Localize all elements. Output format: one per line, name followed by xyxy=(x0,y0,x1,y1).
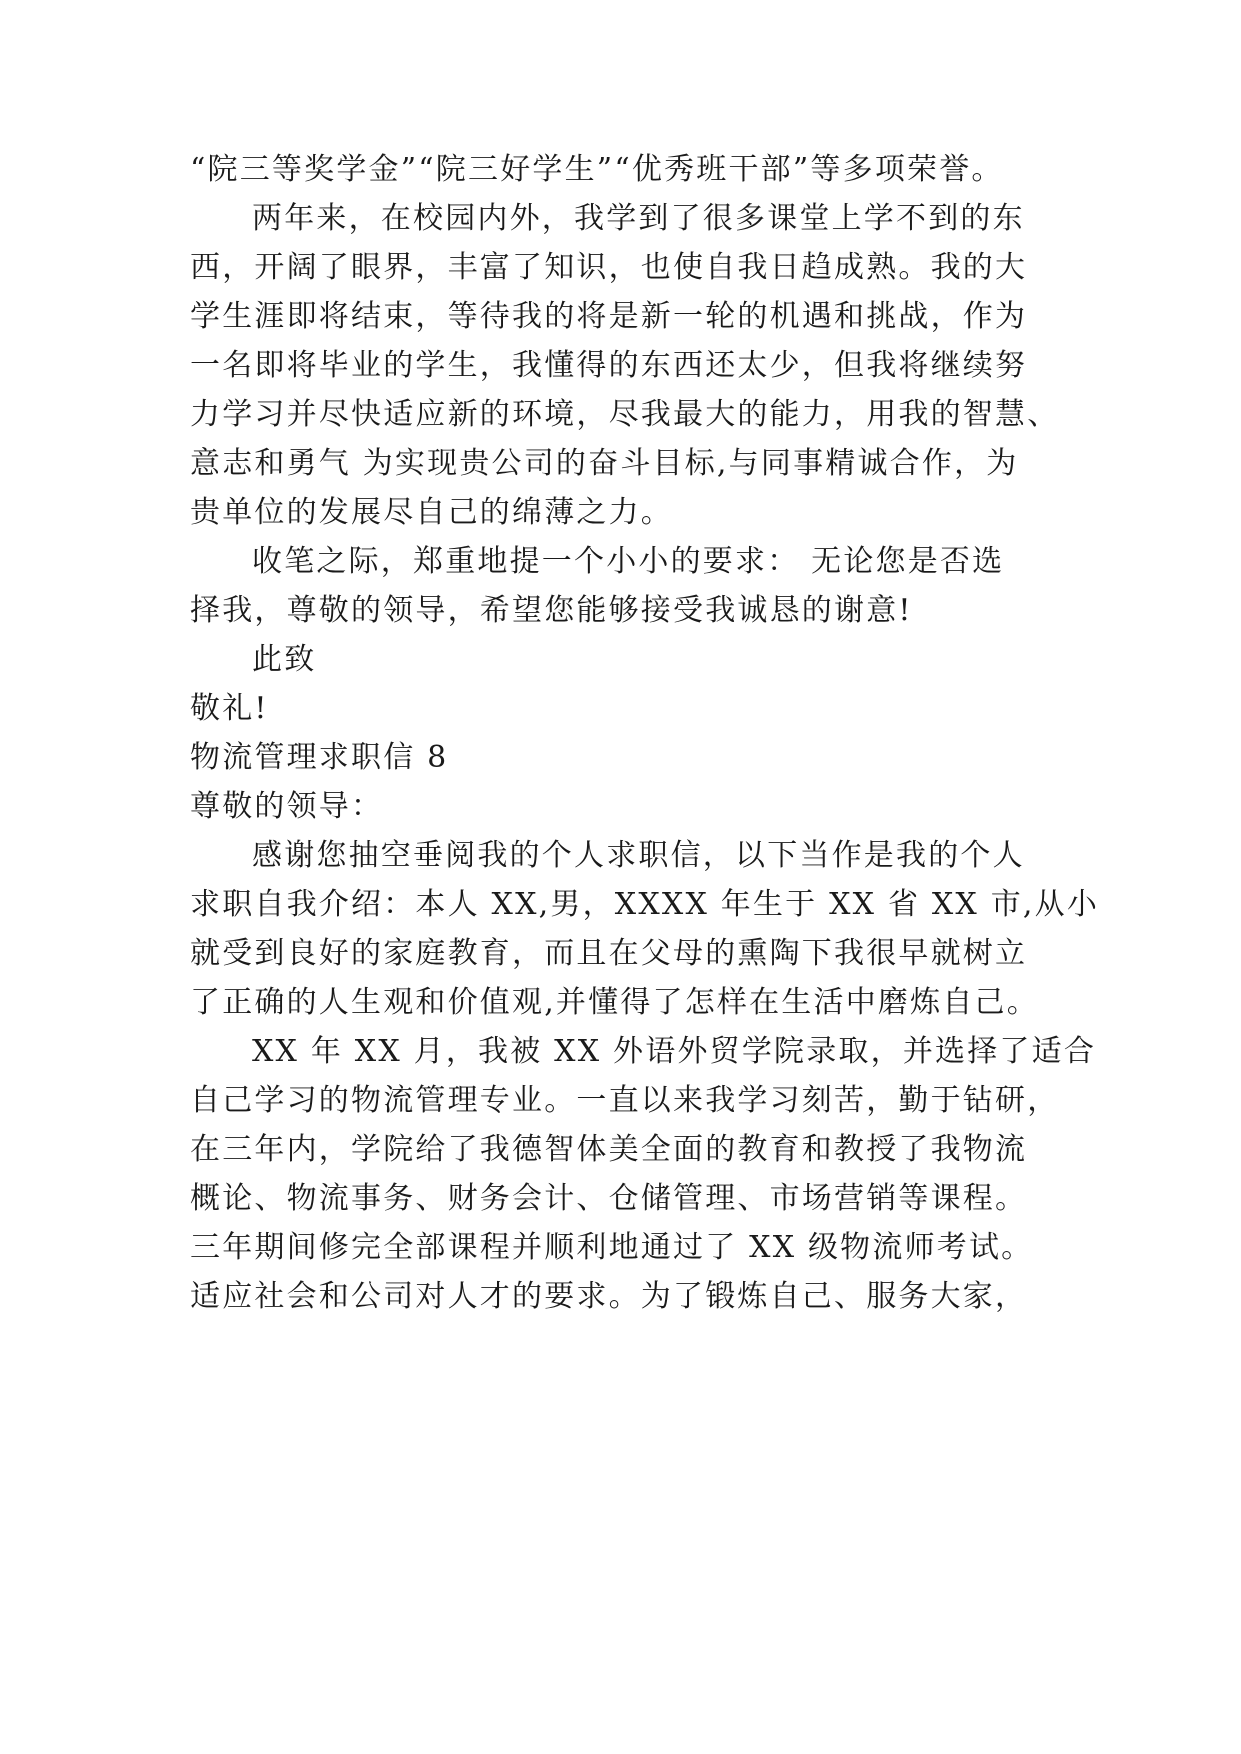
paragraph-line: 意志和勇气 为实现贵公司的奋斗目标,与同事精诚合作，为 xyxy=(190,446,1019,481)
paragraph-line: “院三等奖学金”“院三好学生”“优秀班干部”等多项荣誉。 xyxy=(190,152,1004,187)
paragraph-line: 择我，尊敬的领导，希望您能够接受我诚恳的谢意! xyxy=(190,593,913,628)
paragraph-line: 力学习并尽快适应新的环境，尽我最大的能力，用我的智慧、 xyxy=(190,397,1060,432)
paragraph-line: 自己学习的物流管理专业。一直以来我学习刻苦，勤于钻研， xyxy=(190,1083,1060,1118)
paragraph-line: 在三年内，学院给了我德智体美全面的教育和教授了我物流 xyxy=(190,1132,1028,1167)
closing-salutation: 此致 xyxy=(252,642,317,677)
paragraph-line: 两年来，在校园内外，我学到了很多课堂上学不到的东 xyxy=(252,201,1025,236)
paragraph-line: 三年期间修完全部课程并顺利地通过了 XX 级物流师考试。 xyxy=(190,1230,1034,1265)
paragraph-line: 感谢您抽空垂阅我的个人求职信，以下当作是我的个人 xyxy=(252,838,1025,873)
paragraph-line: XX 年 XX 月，我被 XX 外语外贸学院录取，并选择了适合 xyxy=(252,1034,1097,1069)
greeting: 尊敬的领导： xyxy=(190,789,384,824)
paragraph-line: 学生涯即将结束，等待我的将是新一轮的机遇和挑战，作为 xyxy=(190,299,1028,334)
paragraph-line: 适应社会和公司对人才的要求。为了锻炼自己、服务大家， xyxy=(190,1279,1028,1314)
paragraph-line: 求职自我介绍：本人 XX,男，XXXX 年生于 XX 省 XX 市,从小 xyxy=(190,887,1100,922)
paragraph-line: 了正确的人生观和价值观,并懂得了怎样在生活中磨炼自己。 xyxy=(190,985,1039,1020)
section-title: 物流管理求职信 8 xyxy=(190,740,449,775)
paragraph-line: 贵单位的发展尽自己的绵薄之力。 xyxy=(190,495,673,530)
paragraph-line: 收笔之际，郑重地提一个小小的要求： 无论您是否选 xyxy=(252,544,1005,579)
paragraph-line: 概论、物流事务、财务会计、仓储管理、市场营销等课程。 xyxy=(190,1181,1028,1216)
closing-respect: 敬礼! xyxy=(190,691,269,726)
paragraph-line: 一名即将毕业的学生，我懂得的东西还太少，但我将继续努 xyxy=(190,348,1028,383)
paragraph-line: 西，开阔了眼界，丰富了知识，也使自我日趋成熟。我的大 xyxy=(190,250,1028,285)
paragraph-line: 就受到良好的家庭教育，而且在父母的熏陶下我很早就树立 xyxy=(190,936,1028,971)
